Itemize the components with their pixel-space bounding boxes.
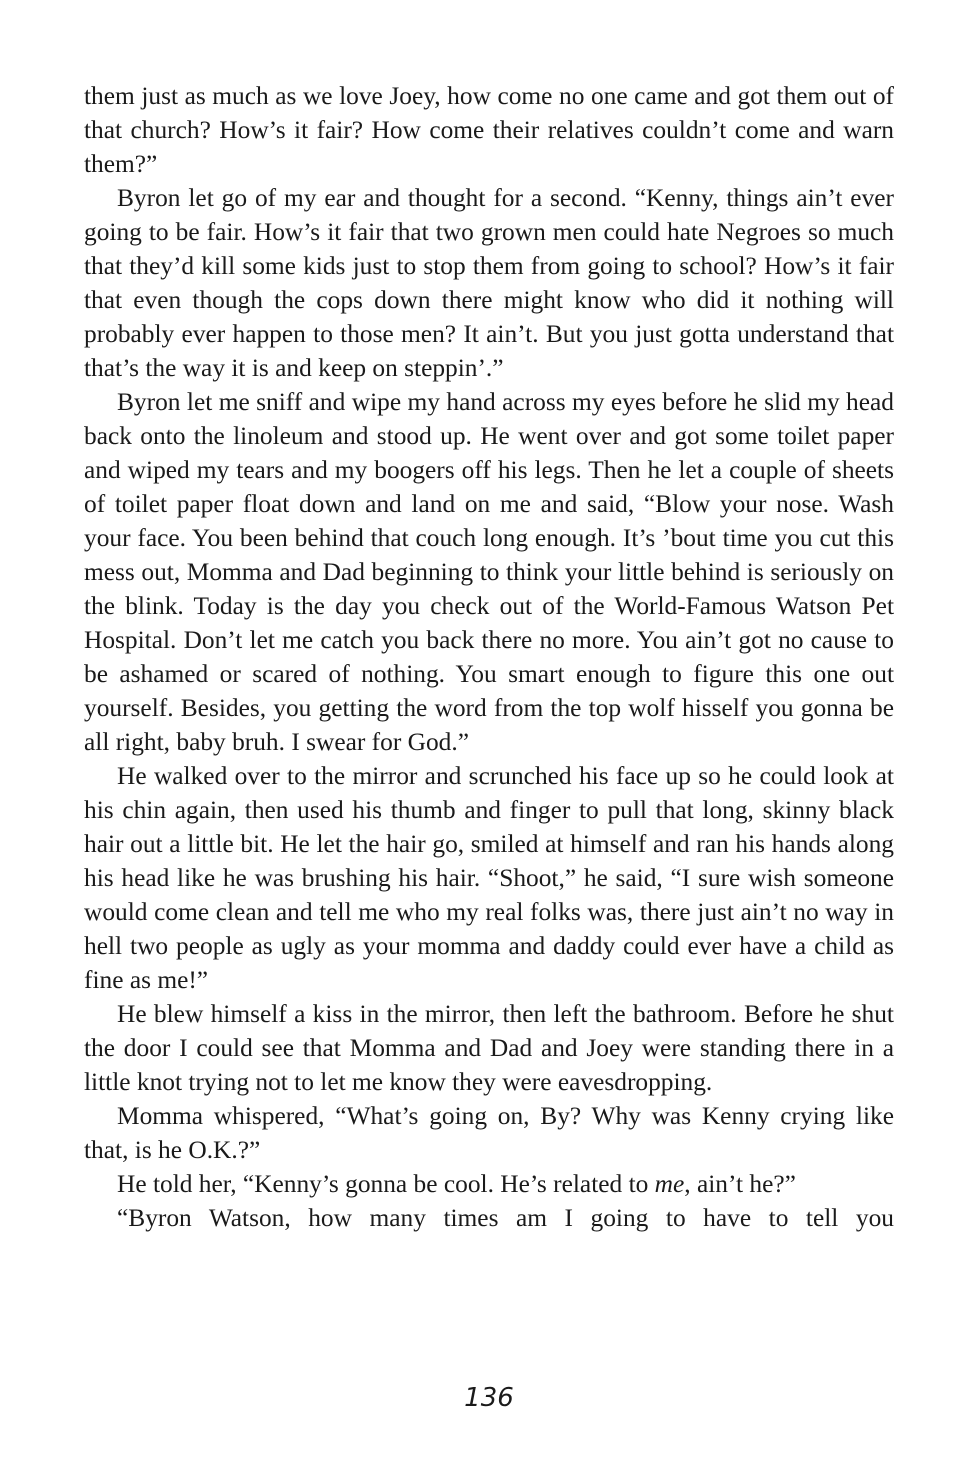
paragraph-7-before: He told her, “Kenny’s gonna be cool. He’s related to bbox=[117, 1170, 655, 1198]
book-page-body bbox=[84, 79, 894, 1235]
paragraph-7-emphasis: me bbox=[654, 1170, 685, 1198]
paragraph-1: them just as much as we love Joey, how come no one came and got them out of that church? How’s it fair? How come their relatives couldn’t come and warn them?” bbox=[84, 82, 894, 178]
paragraph-3: Byron let me sniff and wipe my hand across my eyes before he slid my head back onto the linoleum and stood up. He went over and got some toilet paper and wiped my tears and my boogers off his legs. Then he let a couple of sheets of toilet paper float down and land on me and said, “Blow your nose. Wash your face. You been behind that couch long enough. It’s ’bout time you cut this mess out, Momma and Dad beginning to think your little behind is seriously on the blink. Today is the day you check out of the World-Famous Watson Pet Hospital. Don’t let me catch you back there no more. You ain’t got no cause to be ashamed or scared of nothing. You smart enough to figure this one out yourself. Besides, you getting the word from the top wolf hisself you gonna be all right, baby bruh. I swear for God.” bbox=[84, 388, 894, 756]
paragraph-7-after: , ain’t he?” bbox=[684, 1170, 796, 1198]
paragraph-4: He walked over to the mirror and scrunched his face up so he could look at his chin again, then used his thumb and finger to pull that long, skinny black hair out a little bit. He let the hair go, smiled at himself and ran his hands along his head like he was brushing his hair. “Shoot,” he said, “I sure wish someone would come clean and tell me who my real folks was, there just ain’t no way in hell two people as ugly as your momma and daddy could ever have a child as fine as me!” bbox=[84, 762, 894, 994]
paragraph-7 bbox=[84, 1167, 894, 1201]
paragraph-6: Momma whispered, “What’s going on, By? Why was Kenny crying like that, is he O.K.?” bbox=[84, 1102, 894, 1164]
paragraph-5: He blew himself a kiss in the mirror, then left the bathroom. Before he shut the door I could see that Momma and Dad and Joey were standing there in a little knot trying not to let me know they were eavesdropping. bbox=[84, 1000, 894, 1096]
page-number: 136 bbox=[464, 1383, 514, 1413]
paragraph-2: Byron let go of my ear and thought for a second. “Kenny, things ain’t ever going to be fair. How’s it fair that two grown men could hate Negroes so much that they’d kill some kids just to stop them from going to school? How’s it fair that even though the cops down there might know who did it nothing will probably ever happen to those men? It ain’t. But you just gotta understand that that’s the way it is and keep on steppin’.” bbox=[84, 184, 894, 382]
paragraph-8: “Byron Watson, how many times am I going to have to tell you bbox=[117, 1204, 894, 1232]
